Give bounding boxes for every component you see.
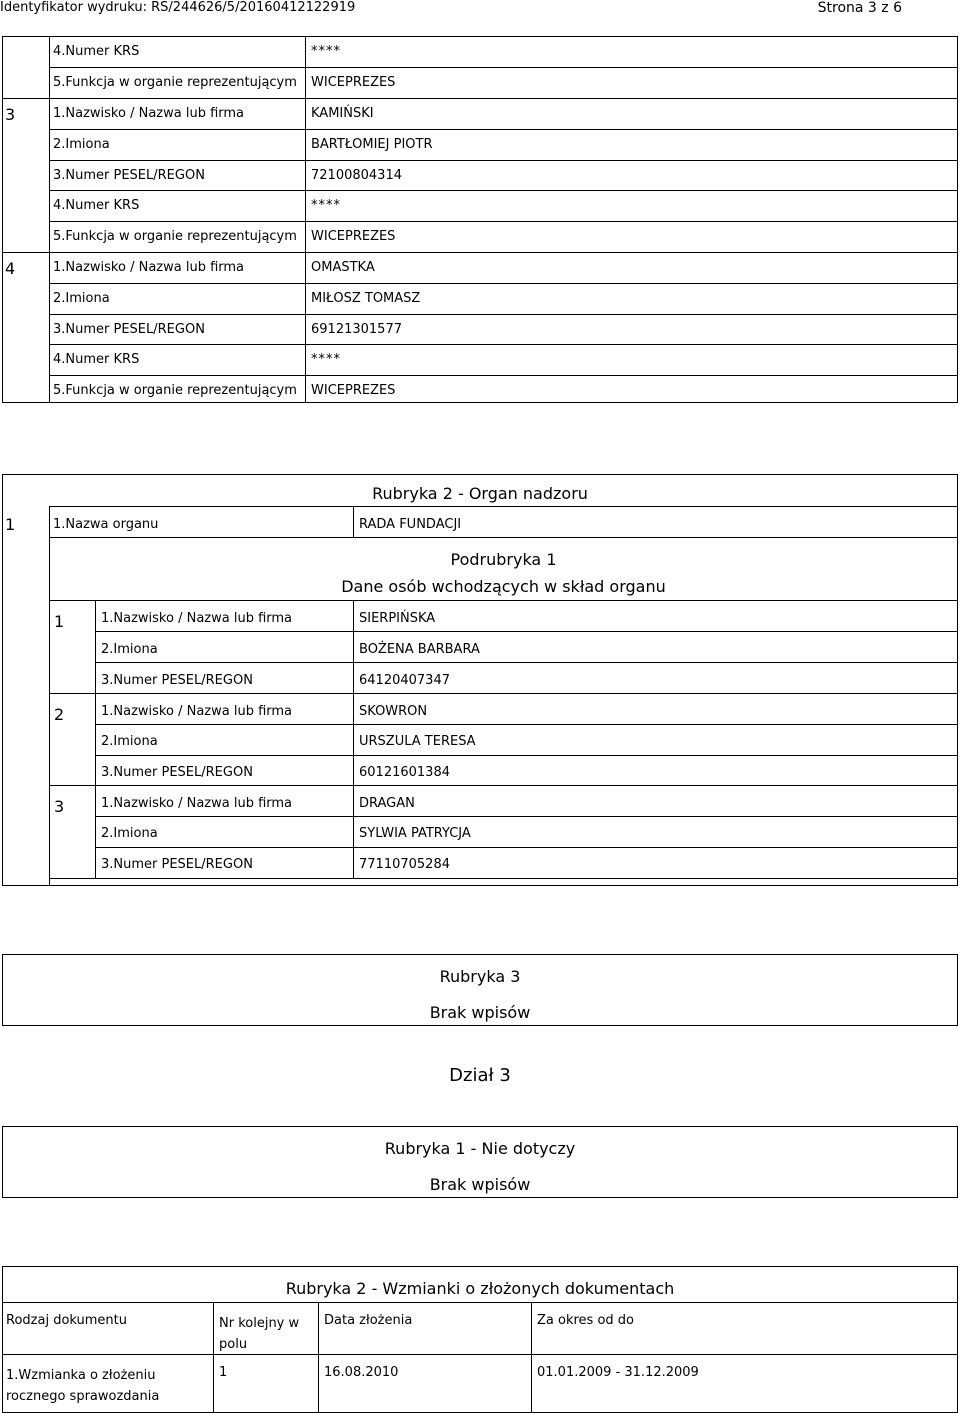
row-label: 1.Nazwisko / Nazwa lub firma (101, 611, 293, 626)
row-label: 1.Nazwisko / Nazwa lub firma (101, 796, 293, 811)
column-header: Rodzaj dokumentu (6, 1313, 127, 1328)
page-header (0, 0, 960, 16)
row-value: **** (311, 198, 341, 213)
entry-number: 3 (5, 105, 16, 124)
row-value: MIŁOSZ TOMASZ (311, 291, 421, 306)
row-label: 3.Numer PESEL/REGON (53, 322, 205, 337)
row-value: 72100804314 (311, 168, 402, 183)
row-value: **** (311, 352, 341, 367)
table-cell: 01.01.2009 - 31.12.2009 (537, 1365, 699, 1380)
row-label: 1.Nazwisko / Nazwa lub firma (53, 260, 245, 275)
entry-number: 1 (5, 515, 16, 534)
row-label: 1.Nazwa organu (53, 517, 159, 532)
row-value: WICEPREZES (311, 383, 396, 398)
row-label: 2.Imiona (101, 642, 158, 657)
section-title: Rubryka 2 - Organ nadzoru (372, 484, 588, 503)
row-label: 5.Funkcja w organie reprezentującym (53, 229, 297, 244)
row-value: URSZULA TERESA (359, 734, 476, 749)
table-frame (2, 36, 958, 403)
section-title: Rubryka 3 (439, 967, 521, 986)
row-label: 3.Numer PESEL/REGON (53, 168, 205, 183)
row-label: 3.Numer PESEL/REGON (101, 857, 253, 872)
row-label: 4.Numer KRS (53, 198, 140, 213)
row-value: 77110705284 (359, 857, 450, 872)
row-label: 4.Numer KRS (53, 44, 140, 59)
row-value: **** (311, 44, 341, 59)
empty-note: Brak wpisów (429, 1175, 531, 1194)
table-cell: 1.Wzmianka o złożeniu rocznego sprawozdania (6, 1368, 160, 1404)
row-label: 2.Imiona (101, 734, 158, 749)
row-value: WICEPREZES (311, 75, 396, 90)
row-label: 2.Imiona (101, 826, 158, 841)
print-identifier: Identyfikator wydruku: RS/244626/5/20160412122919 (0, 0, 356, 15)
row-label: 1.Nazwisko / Nazwa lub firma (101, 704, 293, 719)
division-title: Dział 3 (449, 1065, 511, 1086)
row-value: BOŻENA BARBARA (359, 642, 480, 657)
section-title: Rubryka 1 - Nie dotyczy (384, 1139, 576, 1158)
table-cell: 1 (219, 1365, 228, 1380)
row-value: 60121601384 (359, 765, 450, 780)
row-label: 3.Numer PESEL/REGON (101, 765, 253, 780)
row-value: OMASTKA (311, 260, 375, 275)
row-value: SKOWRON (359, 704, 428, 719)
row-label: 2.Imiona (53, 137, 110, 152)
column-header: Nr kolejny w polu (219, 1316, 300, 1352)
entry-number: 1 (54, 612, 65, 631)
subsection-subtitle: Dane osób wchodzących w skład organu (341, 577, 666, 596)
subsection-title: Podrubryka 1 (450, 550, 557, 569)
column-header: Za okres od do (537, 1313, 634, 1328)
section-title: Rubryka 2 - Wzmianki o złożonych dokumentach (285, 1279, 675, 1298)
empty-note: Brak wpisów (429, 1003, 531, 1022)
row-value: WICEPREZES (311, 229, 396, 244)
row-value: 64120407347 (359, 673, 450, 688)
row-label: 4.Numer KRS (53, 352, 140, 367)
row-label: 1.Nazwisko / Nazwa lub firma (53, 106, 245, 121)
row-value: 69121301577 (311, 322, 402, 337)
row-value: SIERPIŃSKA (359, 611, 436, 626)
row-label: 5.Funkcja w organie reprezentującym (53, 75, 297, 90)
row-value: KAMIŃSKI (311, 106, 374, 121)
row-label: 2.Imiona (53, 291, 110, 306)
row-label: 3.Numer PESEL/REGON (101, 673, 253, 688)
entry-number: 4 (5, 259, 16, 278)
row-value: SYLWIA PATRYCJA (359, 826, 471, 841)
row-value: DRAGAN (359, 796, 415, 811)
entry-number: 2 (54, 705, 65, 724)
row-label: 5.Funkcja w organie reprezentującym (53, 383, 297, 398)
entry-number: 3 (54, 797, 65, 816)
table-cell: 16.08.2010 (324, 1365, 399, 1380)
page-number: Strona 3 z 6 (817, 0, 902, 16)
row-value: BARTŁOMIEJ PIOTR (311, 137, 433, 152)
column-header: Data złożenia (324, 1313, 413, 1328)
row-value: RADA FUNDACJI (359, 517, 462, 532)
